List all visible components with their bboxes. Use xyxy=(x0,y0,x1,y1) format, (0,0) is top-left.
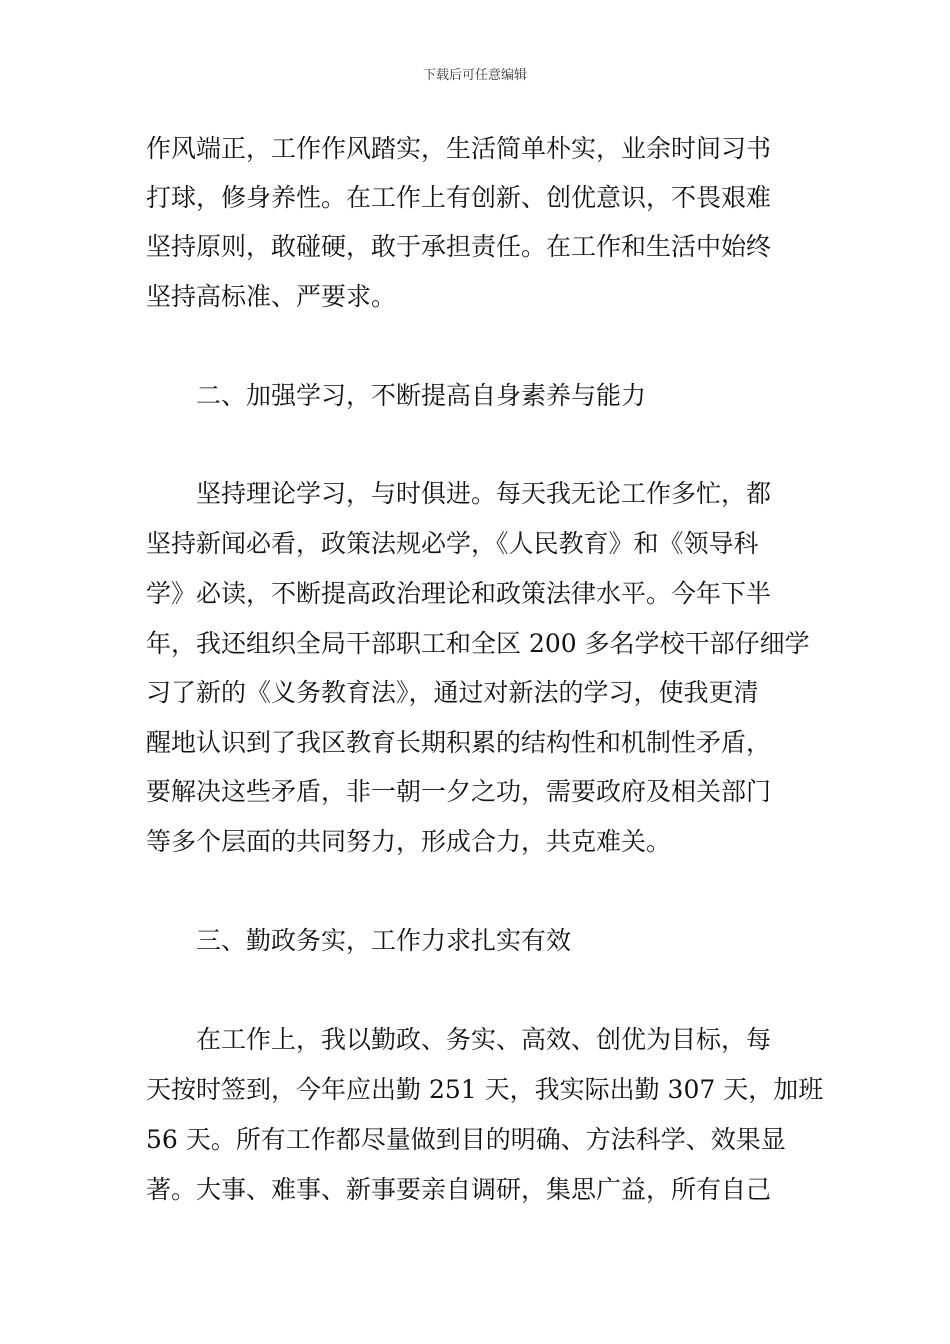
paragraph-3-line-2: 天按时签到，今年应出勤 251 天，我实际出勤 307 天，加班 xyxy=(146,1075,824,1104)
paragraph-2-line-6: 醒地认识到了我区教育长期积累的结构性和机制性矛盾， xyxy=(146,728,772,757)
paragraph-2-line-1: 坚持理论学习，与时俱进。每天我无论工作多忙，都 xyxy=(196,479,772,508)
paragraph-1-line-3: 坚持原则，敢碰硬，敢于承担责任。在工作和生活中始终 xyxy=(146,232,772,261)
paragraph-2-line-4: 年，我还组织全局干部职工和全区 200 多名学校干部仔细学 xyxy=(146,629,810,658)
paragraph-1-line-1: 作风端正，工作作风踏实，生活简单朴实，业余时间习书 xyxy=(146,134,772,163)
paragraph-2-line-7: 要解决这些矛盾，非一朝一夕之功，需要政府及相关部门 xyxy=(146,777,772,806)
section-heading-3: 三、勤政务实，工作力求扎实有效 xyxy=(196,926,572,955)
paragraph-3-line-1: 在工作上，我以勤政、务实、高效、创优为目标，每 xyxy=(196,1025,772,1054)
paragraph-1-line-2: 打球，修身养性。在工作上有创新、创优意识，不畏艰难 xyxy=(146,183,772,212)
paragraph-1-line-4: 坚持高标准、严要求。 xyxy=(146,282,397,311)
paragraph-3-line-4: 著。大事、难事、新事要亲自调研，集思广益，所有自己 xyxy=(146,1175,772,1204)
paragraph-2-line-5: 习了新的《义务教育法》，通过对新法的学习，使我更清 xyxy=(146,678,759,707)
paragraph-2-line-3: 学》必读，不断提高政治理论和政策法律水平。今年下半 xyxy=(146,579,772,608)
paragraph-2-line-8: 等多个层面的共同努力，形成合力，共克难关。 xyxy=(146,827,672,856)
section-heading-2: 二、加强学习，不断提高自身素养与能力 xyxy=(196,381,647,410)
paragraph-3-line-3: 56 天。所有工作都尽量做到目的明确、方法科学、效果显 xyxy=(146,1125,786,1154)
page-header-note: 下载后可任意编辑 xyxy=(422,68,527,83)
paragraph-2-line-2: 坚持新闻必看，政策法规必学，《人民教育》和《领导科 xyxy=(146,529,759,558)
